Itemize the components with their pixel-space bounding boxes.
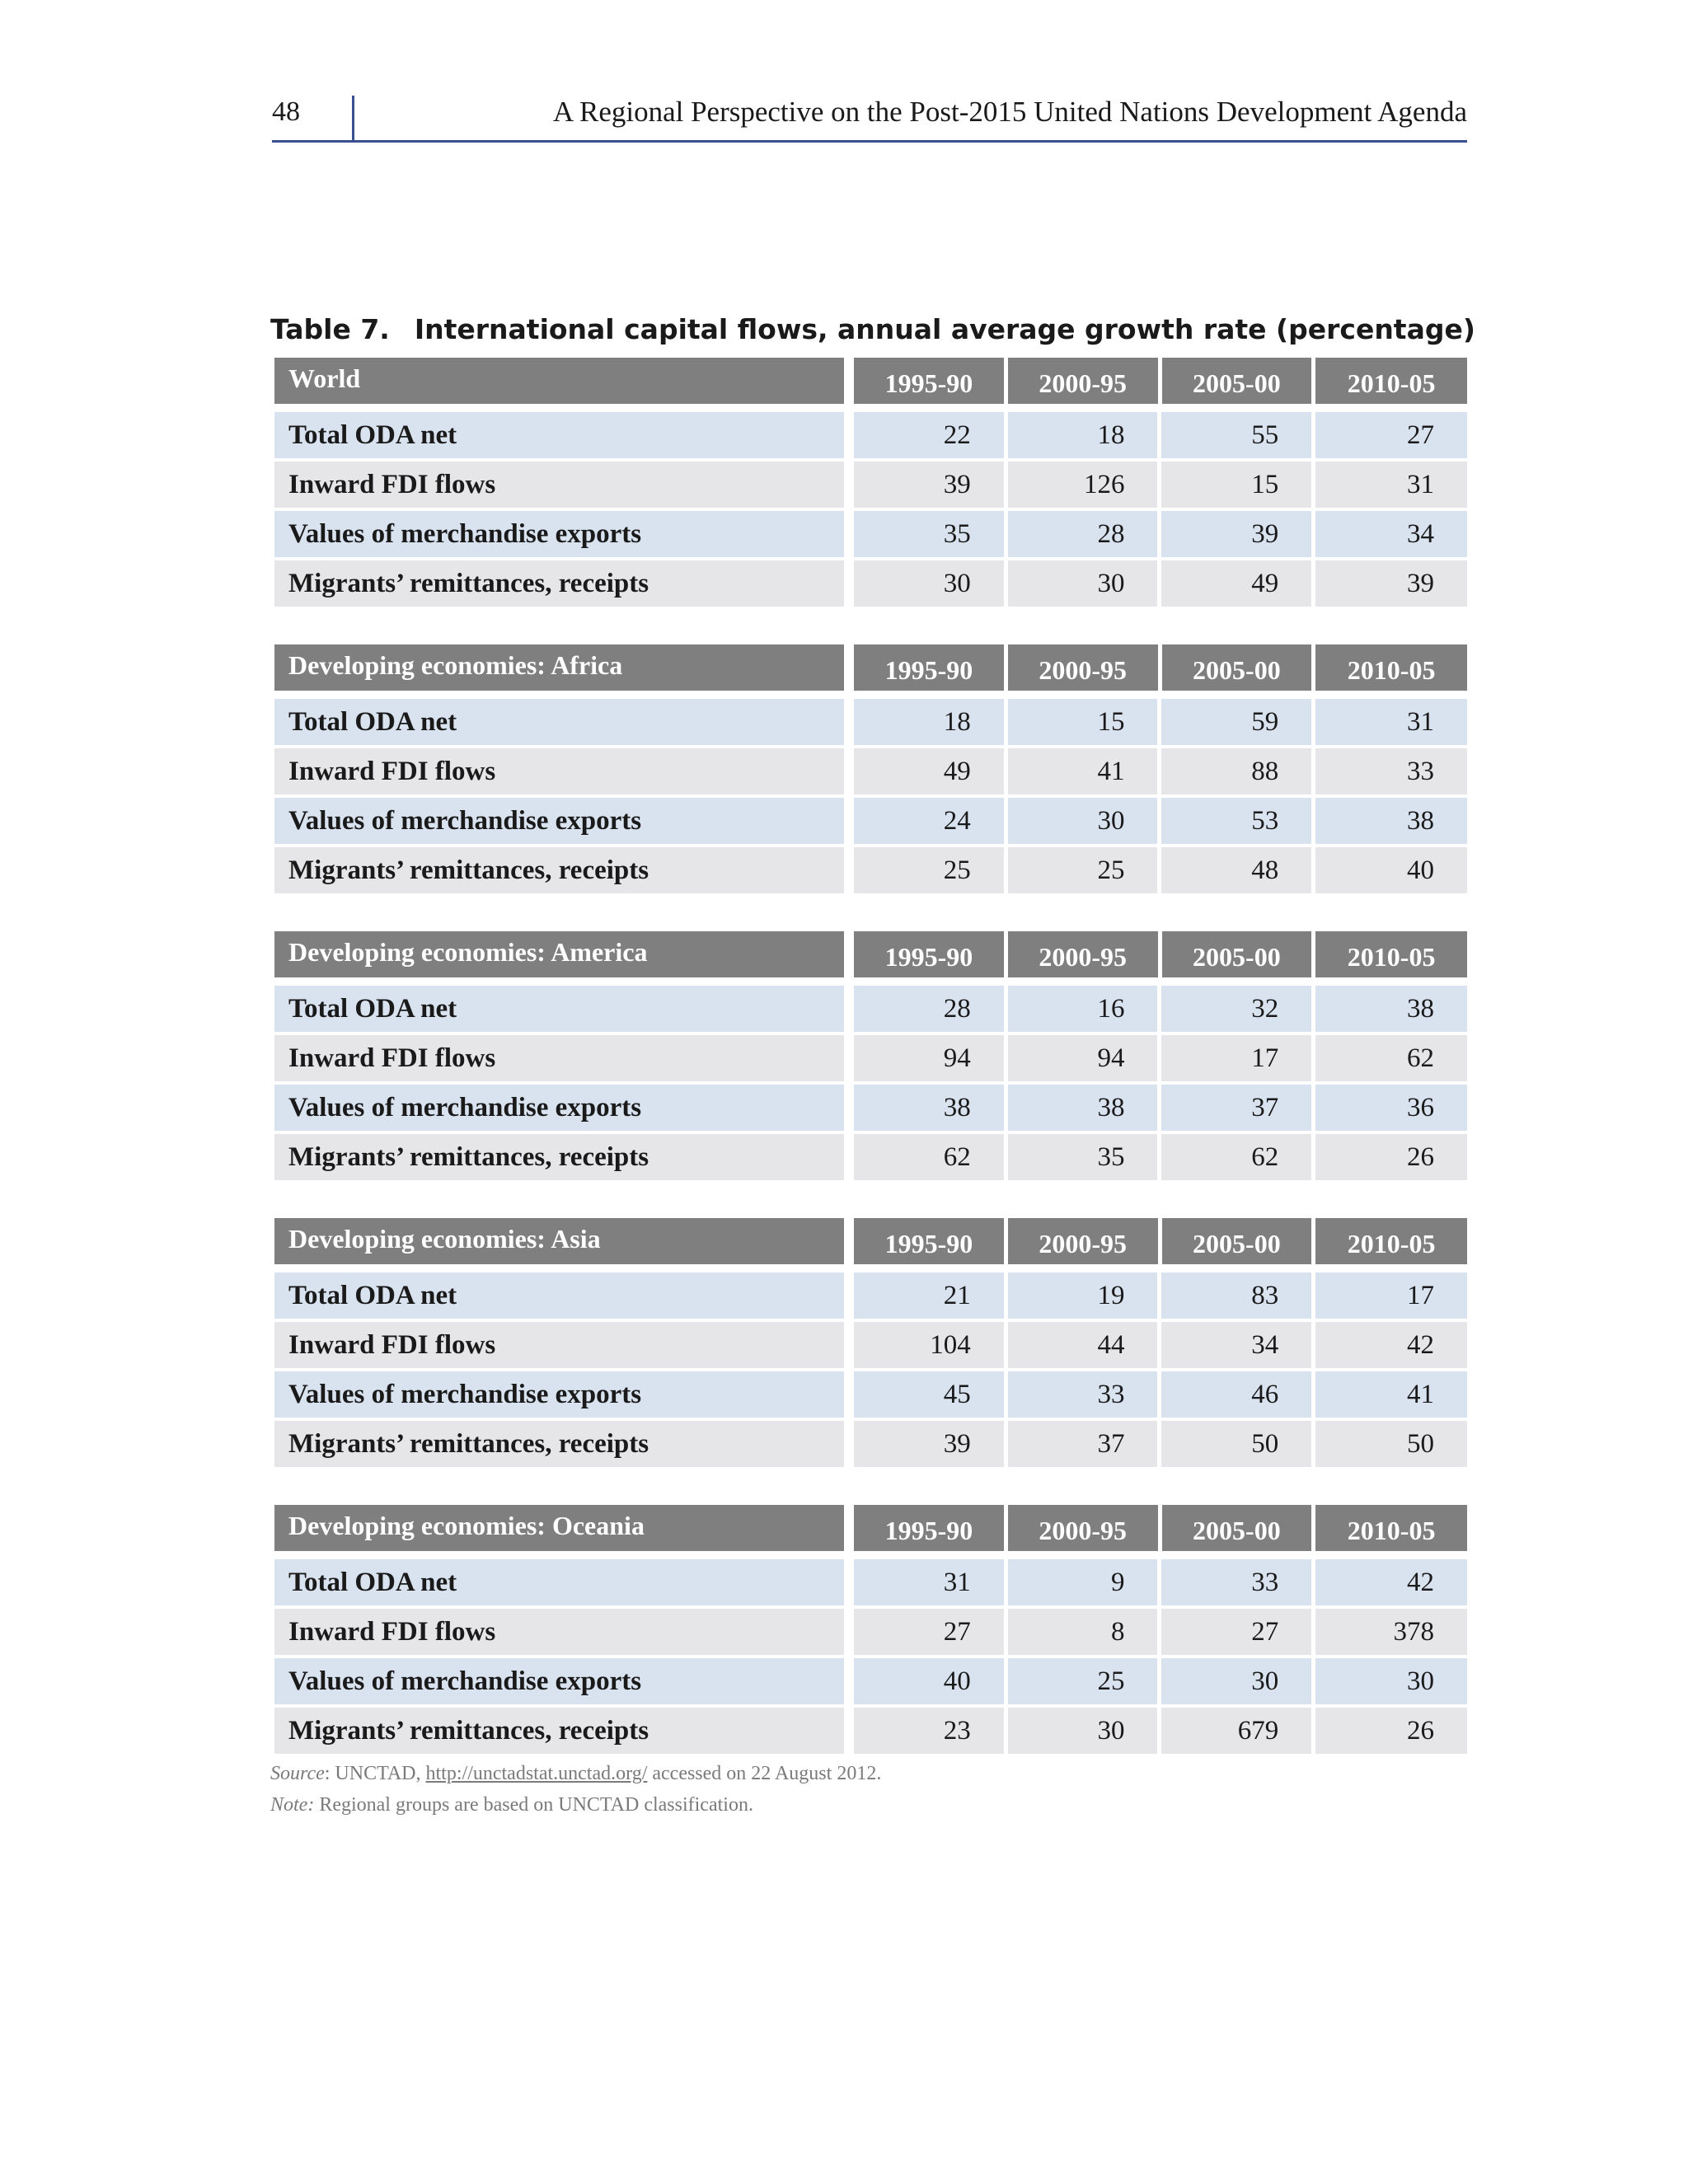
table-row (274, 462, 1467, 508)
row-label: Total ODA net (274, 412, 844, 458)
value-cell: 88 (1161, 748, 1311, 794)
table-row (274, 1134, 1467, 1180)
source-suffix: accessed on 22 August 2012. (647, 1763, 882, 1784)
column-header: 2005-00 (1162, 931, 1312, 977)
row-label: Inward FDI flows (274, 748, 844, 794)
value-cell: 104 (854, 1322, 1004, 1368)
value-cell: 50 (1315, 1421, 1467, 1467)
table-row (274, 1559, 1467, 1605)
value-cell: 25 (1008, 847, 1158, 893)
table-row (274, 1708, 1467, 1754)
value-cell: 23 (854, 1708, 1004, 1754)
value-cell: 62 (854, 1134, 1004, 1180)
value-cell: 30 (1008, 1708, 1158, 1754)
table-row (274, 560, 1467, 607)
row-label: Inward FDI flows (274, 1609, 844, 1655)
page-number: 48 (272, 96, 300, 127)
region-name: Developing economies: America (274, 931, 844, 977)
value-cell: 39 (854, 1421, 1004, 1467)
region-header-row (274, 931, 1467, 977)
region-block (274, 644, 1467, 893)
value-cell: 24 (854, 798, 1004, 844)
value-cell: 38 (1315, 986, 1467, 1032)
column-header: 2005-00 (1162, 358, 1312, 404)
row-label: Values of merchandise exports (274, 1371, 844, 1418)
note-label: Note: (270, 1794, 315, 1816)
value-cell: 126 (1008, 462, 1158, 508)
row-label: Migrants’ remittances, receipts (274, 847, 844, 893)
region-block (274, 1505, 1467, 1754)
row-label: Values of merchandise exports (274, 1085, 844, 1131)
value-cell: 55 (1161, 412, 1311, 458)
table-row (274, 1085, 1467, 1131)
table-caption-title: International capital flows, annual average growth rate (percentage) (414, 313, 1475, 345)
table-caption (270, 312, 1475, 348)
region-block (274, 931, 1467, 1180)
value-cell: 62 (1315, 1035, 1467, 1081)
value-cell: 40 (854, 1658, 1004, 1704)
table-caption-label: Table 7. (270, 313, 390, 345)
value-cell: 27 (854, 1609, 1004, 1655)
value-cell: 31 (854, 1559, 1004, 1605)
column-header: 2010-05 (1315, 644, 1467, 691)
source-link[interactable]: http://unctadstat.unctad.org/ (425, 1763, 648, 1784)
value-cell: 45 (854, 1371, 1004, 1418)
page-header (272, 92, 1467, 143)
table-row (274, 1035, 1467, 1081)
value-cell: 26 (1315, 1134, 1467, 1180)
value-cell: 33 (1161, 1559, 1311, 1605)
table-row (274, 986, 1467, 1032)
row-label: Values of merchandise exports (274, 1658, 844, 1704)
region-header-row (274, 1505, 1467, 1551)
value-cell: 28 (1008, 511, 1158, 557)
column-header: 2005-00 (1162, 1218, 1312, 1264)
row-label: Total ODA net (274, 986, 844, 1032)
source-label: Source (270, 1763, 325, 1784)
value-cell: 41 (1008, 748, 1158, 794)
value-cell: 42 (1315, 1559, 1467, 1605)
region-name: Developing economies: Africa (274, 644, 844, 691)
table-row (274, 847, 1467, 893)
table-row (274, 511, 1467, 557)
region-name: World (274, 358, 844, 404)
column-header: 1995-90 (854, 358, 1004, 404)
value-cell: 30 (1008, 560, 1158, 607)
value-cell: 39 (1161, 511, 1311, 557)
value-cell: 27 (1315, 412, 1467, 458)
value-cell: 83 (1161, 1272, 1311, 1319)
value-cell: 17 (1161, 1035, 1311, 1081)
region-block (274, 1218, 1467, 1467)
row-label: Total ODA net (274, 1559, 844, 1605)
value-cell: 50 (1161, 1421, 1311, 1467)
column-header: 2010-05 (1315, 931, 1467, 977)
row-label: Migrants’ remittances, receipts (274, 1708, 844, 1754)
value-cell: 26 (1315, 1708, 1467, 1754)
column-header: 2000-95 (1008, 1505, 1158, 1551)
value-cell: 53 (1161, 798, 1311, 844)
value-cell: 30 (1008, 798, 1158, 844)
table-notes (270, 1758, 881, 1821)
value-cell: 38 (1008, 1085, 1158, 1131)
classification-note (270, 1789, 881, 1821)
value-cell: 39 (854, 462, 1004, 508)
region-name: Developing economies: Oceania (274, 1505, 844, 1551)
value-cell: 30 (854, 560, 1004, 607)
value-cell: 44 (1008, 1322, 1158, 1368)
row-label: Values of merchandise exports (274, 798, 844, 844)
value-cell: 25 (1008, 1658, 1158, 1704)
value-cell: 33 (1008, 1371, 1158, 1418)
table-row (274, 798, 1467, 844)
value-cell: 27 (1161, 1609, 1311, 1655)
value-cell: 49 (854, 748, 1004, 794)
row-label: Inward FDI flows (274, 462, 844, 508)
value-cell: 30 (1161, 1658, 1311, 1704)
value-cell: 21 (854, 1272, 1004, 1319)
value-cell: 378 (1315, 1609, 1467, 1655)
column-header: 1995-90 (854, 644, 1004, 691)
value-cell: 94 (1008, 1035, 1158, 1081)
value-cell: 18 (854, 699, 1004, 745)
column-header: 2010-05 (1315, 358, 1467, 404)
source-note (270, 1758, 881, 1789)
row-label: Total ODA net (274, 1272, 844, 1319)
column-header: 1995-90 (854, 931, 1004, 977)
running-title: A Regional Perspective on the Post-2015 United Nations Development Agenda (552, 96, 1467, 128)
value-cell: 32 (1161, 986, 1311, 1032)
region-block (274, 358, 1467, 607)
row-label: Migrants’ remittances, receipts (274, 560, 844, 607)
value-cell: 30 (1315, 1658, 1467, 1704)
value-cell: 36 (1315, 1085, 1467, 1131)
value-cell: 28 (854, 986, 1004, 1032)
region-header-row (274, 1218, 1467, 1264)
value-cell: 42 (1315, 1322, 1467, 1368)
note-text: Regional groups are based on UNCTAD classification. (314, 1794, 753, 1816)
region-name: Developing economies: Asia (274, 1218, 844, 1264)
table-row (274, 1658, 1467, 1704)
column-header: 2000-95 (1008, 1218, 1158, 1264)
value-cell: 9 (1008, 1559, 1158, 1605)
table-row (274, 1371, 1467, 1418)
table-row (274, 412, 1467, 458)
row-label: Migrants’ remittances, receipts (274, 1421, 844, 1467)
table-row (274, 1272, 1467, 1319)
value-cell: 94 (854, 1035, 1004, 1081)
value-cell: 19 (1008, 1272, 1158, 1319)
column-header: 1995-90 (854, 1505, 1004, 1551)
region-header-row (274, 644, 1467, 691)
value-cell: 15 (1008, 699, 1158, 745)
value-cell: 38 (1315, 798, 1467, 844)
row-label: Values of merchandise exports (274, 511, 844, 557)
table-row (274, 1421, 1467, 1467)
value-cell: 34 (1315, 511, 1467, 557)
value-cell: 49 (1161, 560, 1311, 607)
value-cell: 17 (1315, 1272, 1467, 1319)
column-header: 2005-00 (1162, 644, 1312, 691)
column-header: 2000-95 (1008, 358, 1158, 404)
value-cell: 40 (1315, 847, 1467, 893)
value-cell: 46 (1161, 1371, 1311, 1418)
column-header: 2000-95 (1008, 931, 1158, 977)
column-header: 2010-05 (1315, 1505, 1467, 1551)
value-cell: 33 (1315, 748, 1467, 794)
value-cell: 22 (854, 412, 1004, 458)
value-cell: 15 (1161, 462, 1311, 508)
value-cell: 37 (1008, 1421, 1158, 1467)
value-cell: 18 (1008, 412, 1158, 458)
column-header: 2000-95 (1008, 644, 1158, 691)
value-cell: 39 (1315, 560, 1467, 607)
table-row (274, 1609, 1467, 1655)
value-cell: 59 (1161, 699, 1311, 745)
column-header: 2010-05 (1315, 1218, 1467, 1264)
region-header-row (274, 358, 1467, 404)
value-cell: 38 (854, 1085, 1004, 1131)
value-cell: 31 (1315, 462, 1467, 508)
value-cell: 37 (1161, 1085, 1311, 1131)
value-cell: 48 (1161, 847, 1311, 893)
row-label: Inward FDI flows (274, 1035, 844, 1081)
value-cell: 34 (1161, 1322, 1311, 1368)
column-header: 1995-90 (854, 1218, 1004, 1264)
value-cell: 16 (1008, 986, 1158, 1032)
value-cell: 8 (1008, 1609, 1158, 1655)
capital-flows-table (274, 358, 1467, 1792)
value-cell: 31 (1315, 699, 1467, 745)
value-cell: 35 (1008, 1134, 1158, 1180)
table-row (274, 748, 1467, 794)
value-cell: 41 (1315, 1371, 1467, 1418)
table-row (274, 1322, 1467, 1368)
value-cell: 679 (1161, 1708, 1311, 1754)
value-cell: 62 (1161, 1134, 1311, 1180)
header-divider (352, 96, 354, 140)
column-header: 2005-00 (1162, 1505, 1312, 1551)
row-label: Inward FDI flows (274, 1322, 844, 1368)
value-cell: 25 (854, 847, 1004, 893)
row-label: Total ODA net (274, 699, 844, 745)
value-cell: 35 (854, 511, 1004, 557)
table-row (274, 699, 1467, 745)
source-prefix: : UNCTAD, (324, 1763, 426, 1784)
row-label: Migrants’ remittances, receipts (274, 1134, 844, 1180)
